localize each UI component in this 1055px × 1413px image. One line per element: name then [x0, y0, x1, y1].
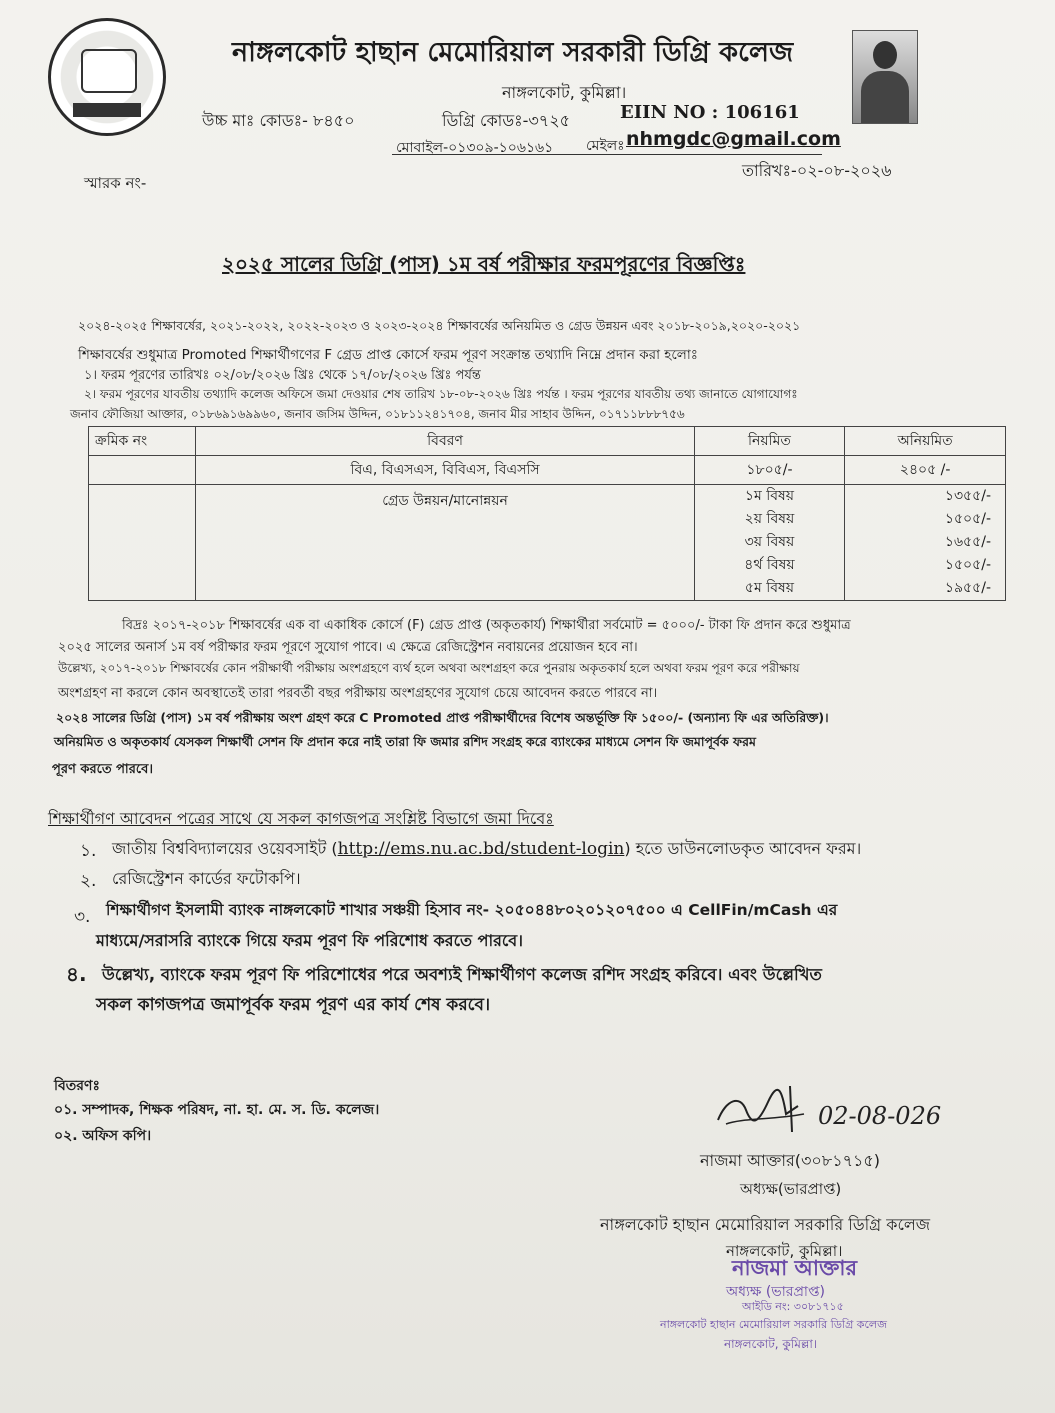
- col-description-header: বিবরণ: [196, 427, 694, 456]
- signatory-place: নাঙ্গলকোট, কুমিল্লা।: [726, 1242, 843, 1260]
- note-line-2: ২০২৫ সালের অনার্স ১ম বর্ষ পরীক্ষার ফরম পূরণে সুযোগ পাবে। এ ক্ষেত্রে রেজিস্ট্রেশন নবায়নের প্রয়োজন হবে না।: [58, 640, 638, 655]
- subject-2-fee: ১৫০৫/-: [944, 511, 991, 527]
- col-serial-header: ক্রমিক নং: [89, 427, 196, 456]
- stamp-place: নাঙ্গলকোট, কুমিল্লা।: [724, 1337, 818, 1351]
- table-row: [89, 485, 1006, 601]
- subject-3-fee: ১৬৫৫/-: [944, 534, 991, 550]
- intro-line-4: ২। ফরম পূরণের যাবতীয় তথ্যাদি কলেজ অফিসে জমা দেওয়ার শেষ তারিখ ১৮-০৮-২০২৬ খ্রিঃ পর্যন্ত । ফরম পূরণের যাবতীয় তথ্য জানাতে যোগাযোগঃ: [84, 387, 798, 401]
- subject-4-label: ৪র্থ বিষয়: [744, 557, 795, 573]
- signatory-name: নাজমা আক্তার(৩০৮১৭১৫): [700, 1151, 880, 1170]
- doc-item-4-line-1: উল্লেখ্য, ব্যাংকে ফরম পূরণ ফি পরিশোধের পরে অবশ্যই শিক্ষার্থীগণ কলেজ রশিদ সংগ্রহ করিবে। এবং উল্লেখিত: [102, 965, 822, 984]
- doc-item-4-line-2: সকল কাগজপত্র জমাপূর্বক ফরম পূরণ এর কার্য শেষ করবে।: [96, 995, 491, 1015]
- hsc-code: উচ্চ মাঃ কোডঃ- ৮৪৫০: [202, 111, 355, 130]
- doc-item-3-line-1: শিক্ষার্থীগণ ইসলামী ব্যাংক নাঙ্গলকোট শাখার সঞ্চয়ী হিসাব নং- ২০৫০৪৪৮০২০১২০৭৫০০ এ CellFin/mCash এর: [106, 901, 838, 919]
- intro-line-3: ১। ফরম পূরণের তারিখঃ ০২/০৮/২০২৬ খ্রিঃ থেকে ১৭/০৮/২০২৬ খ্রিঃ পর্যন্ত: [84, 368, 481, 383]
- email-label: মেইলঃ: [586, 138, 625, 154]
- bold-note-line-2: অনিয়মিত ও অকৃতকার্য যেসকল শিক্ষার্থী সেশন ফি প্রদান করে নাই তারা ফি জমার রশিদ সংগ্রহ করে ব্যাংকের মাধ্যমে সেশন ফি জমাপূর্বক ফরম: [54, 734, 756, 749]
- row1-irregular-fee: ২৪০৫ /-: [845, 456, 1006, 485]
- row1-regular-fee: ১৮০৫/-: [694, 456, 845, 485]
- row1-description: বিএ, বিএসএস, বিবিএস, বিএসসি: [196, 456, 694, 485]
- degree-code: ডিগ্রি কোডঃ-৩৭২৫: [442, 111, 570, 130]
- distribution-item-2: ০২. অফিস কপি।: [54, 1128, 152, 1144]
- col-regular-header: নিয়মিত: [694, 427, 845, 456]
- email-address: nhmgdc@gmail.com: [626, 128, 841, 150]
- intro-line-5: জনাব ফৌজিয়া আক্তার, ০১৮৬৯১৬৯৯৬০, জনাব জসিম উদ্দিন, ০১৮১১২৪১৭০৪, জনাব মীর সাহাব উদ্দিন, ০১৭১১৮৮৮৭৫৬: [70, 407, 685, 421]
- portrait-photo: [852, 30, 918, 124]
- signatory-college: নাঙ্গলকোট হাছান মেমোরিয়াল সরকারি ডিগ্রি কলেজ: [600, 1215, 931, 1234]
- subject-3-label: ৩য় বিষয়: [744, 534, 795, 550]
- doc-number-3: ৩.: [74, 907, 91, 927]
- nu-website-link[interactable]: http://ems.nu.ac.bd/student-login: [337, 839, 625, 859]
- doc-item-3-line-2: মাধ্যমে/সরাসরি ব্যাংকে গিয়ে ফরম পূরণ ফি পরিশোধ করতে পারবে।: [96, 931, 523, 950]
- note-line-3: উল্লেখ্য, ২০১৭-২০১৮ শিক্ষাবর্ষের কোন পরীক্ষার্থী পরীক্ষায় অংশগ্রহণে ব্যর্থ হলে অথবা অংশগ্রহণ করে পুনরায় অকৃতকার্য হলে অথবা ফরম পূরণ করে পরীক্ষায়: [58, 661, 800, 675]
- handwritten-signature: [712, 1080, 812, 1140]
- doc-number-2: ২.: [80, 871, 97, 891]
- bold-note-line-3: পূরণ করতে পারবে।: [52, 762, 153, 777]
- distribution-label: বিতরণঃ: [54, 1078, 100, 1094]
- note-line-4: অংশগ্রহণ না করলে কোন অবস্থাতেই তারা পরবর্তী বছর পরীক্ষায় অংশগ্রহণের সুযোগ চেয়ে আবেদন করতে পারবে না।: [58, 686, 658, 701]
- col-irregular-header: অনিয়মিত: [845, 427, 1006, 456]
- note-line-1: বিদ্রঃ ২০১৭-২০১৮ শিক্ষাবর্ষের এক বা একাধিক কোর্সে (F) গ্রেড প্রাপ্ত (অকৃতকার্য) শিক্ষার্থীরা সর্বমোট = ৫০০০/- টাকা ফি প্রদান করে শুধুমাত্র: [122, 618, 851, 633]
- distribution-item-1: ০১. সম্পাদক, শিক্ষক পরিষদ, না. হা. মে. স. ডি. কলেজ।: [54, 1102, 380, 1118]
- handwritten-date: 02-08-026: [818, 1102, 942, 1130]
- doc-number-1: ১.: [80, 841, 97, 861]
- intro-line-1: ২০২৪-২০২৫ শিক্ষাবর্ষের, ২০২১-২০২২, ২০২২-২০২৩ ও ২০২৩-২০২৪ শিক্ষাবর্ষের অনিয়মিত ও গ্রেড উন্নয়ন এবং ২০১৮-২০১৯,২০২০-২০২১: [78, 318, 801, 333]
- subject-4-fee: ১৫০৫/-: [944, 557, 991, 573]
- row2-description: গ্রেড উন্নয়ন/মানোন্নয়ন: [196, 485, 694, 601]
- doc-item-1: [112, 836, 861, 863]
- college-address: নাঙ্গলকোট, কুমিল্লা।: [502, 83, 627, 102]
- table-row: [89, 456, 1006, 485]
- doc-item-1-prefix: জাতীয় বিশ্ববিদ্যালয়ের ওয়েবসাইট (: [112, 839, 338, 858]
- notice-title: ২০২৫ সালের ডিগ্রি (পাস) ১ম বর্ষ পরীক্ষার ফরমপূরণের বিজ্ঞপ্তিঃ: [222, 252, 746, 276]
- fee-table: [88, 426, 1006, 601]
- intro-line-2: শিক্ষাবর্ষের শুধুমাত্র Promoted শিক্ষার্থীগণের F গ্রেড প্রাপ্ত কোর্সে ফরম পূরণ সংক্রান্ত তথ্যাদি নিম্নে প্রদান করা হলোঃ: [78, 347, 698, 363]
- college-seal-logo: [48, 18, 166, 136]
- header-divider: [392, 154, 822, 155]
- college-name: নাঙ্গলকোট হাছান মেমোরিয়াল সরকারী ডিগ্রি কলেজ: [232, 37, 794, 68]
- stamp-name: নাজমা আক্তার: [732, 1256, 858, 1280]
- doc-number-4: ৪.: [66, 962, 87, 986]
- signatory-designation: অধ্যক্ষ(ভারপ্রাপ্ত): [740, 1180, 842, 1198]
- stamp-college: নাঙ্গলকোট হাছান মেমোরিয়াল সরকারি ডিগ্রি কলেজ: [660, 1318, 887, 1331]
- stamp-designation: অধ্যক্ষ (ভারপ্রাপ্ত): [726, 1284, 825, 1300]
- notice-date: তারিখঃ-০২-০৮-২০২৬: [742, 161, 892, 180]
- bold-note-line-1: ২০২৪ সালের ডিগ্রি (পাস) ১ম বর্ষ পরীক্ষায় অংশ গ্রহণ করে C Promoted প্রাপ্ত পরীক্ষার্থীদের বিশেষ অন্তর্ভূক্তি ফি ১৫০০/- (অন্যান্য ফি এর অতিরিক্ত)।: [56, 710, 829, 725]
- doc-item-2: রেজিস্ট্রেশন কার্ডের ফটোকপি।: [112, 869, 301, 888]
- stamp-id: আইডি নং: ৩০৮১৭১৫: [742, 1300, 844, 1313]
- eiin-number: EIIN NO : 106161: [620, 102, 800, 123]
- doc-item-1-suffix: ) হতে ডাউনলোডকৃত আবেদন ফরম।: [624, 839, 862, 858]
- documents-heading: শিক্ষার্থীগণ আবেদন পত্রের সাথে যে সকল কাগজপত্র সংশ্লিষ্ট বিভাগে জমা দিবেঃ: [48, 809, 554, 828]
- subject-1-fee: ১৩৫৫/-: [944, 488, 991, 504]
- subject-5-fee: ১৯৫৫/-: [944, 580, 991, 596]
- subject-5-label: ৫ম বিষয়: [744, 580, 794, 596]
- memo-number: স্মারক নং-: [84, 174, 147, 192]
- mobile-number: মোবাইল-০১৩০৯-১০৬১৬১: [396, 140, 554, 156]
- subject-2-label: ২য় বিষয়: [744, 511, 795, 527]
- subject-1-label: ১ম বিষয়: [744, 488, 794, 504]
